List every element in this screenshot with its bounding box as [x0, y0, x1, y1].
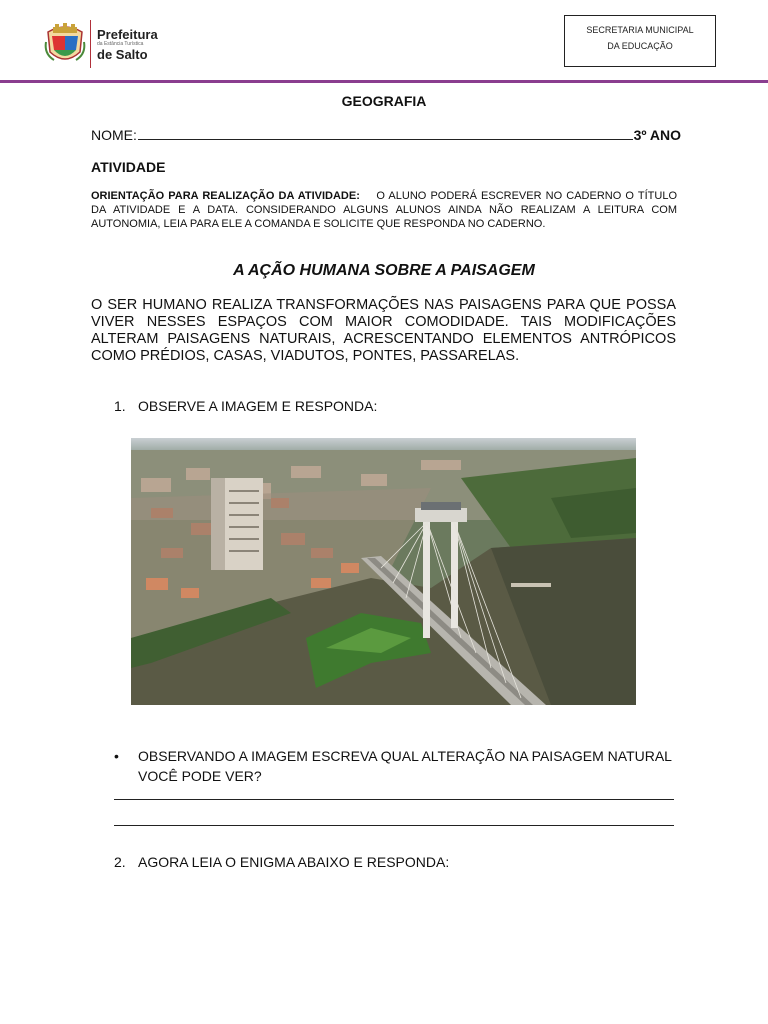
question-2-text: AGORA LEIA O ENIGMA ABAIXO E RESPONDA:: [138, 854, 450, 870]
logo-line-3: de Salto: [97, 46, 148, 62]
secretaria-box: [564, 15, 716, 67]
question-1-text: OBSERVE A IMAGEM E RESPONDA:: [138, 398, 378, 414]
logo-text: [97, 28, 158, 61]
prefeitura-logo: [44, 20, 158, 68]
subject-title: GEOGRAFIA: [341, 93, 427, 109]
question-1: [114, 398, 377, 414]
answer-line-1[interactable]: [114, 799, 674, 800]
header-rule: [0, 80, 768, 83]
bridge-river-image: [131, 438, 636, 705]
activity-heading: ATIVIDADE: [91, 159, 166, 175]
question-1-number: 1.: [114, 398, 126, 414]
orientation-label: ORIENTAÇÃO PARA REALIZAÇÃO DA ATIVIDADE:: [91, 190, 360, 202]
name-row: [91, 125, 681, 143]
name-label: NOME:: [91, 127, 137, 143]
intro-paragraph: O SER HUMANO REALIZA TRANSFORMAÇÕES NAS PAISAGENS PARA QUE POSSA VIVER NESSES ESPAÇOS COM MAIOR COMODIDADE. TAIS MODIFICAÇÕES ALTERAM PAISAGENS NATURAIS, ACRESCENTANDO ELEMENTOS ANTRÓPICOS COMO PRÉDIOS, CASAS, VIADUTOS, PONTES, PASSARELAS.: [91, 297, 676, 364]
orientation-text: [91, 189, 677, 231]
bullet-question: [114, 746, 674, 786]
question-2: [114, 854, 449, 870]
bridge-photo: [131, 438, 636, 705]
grade-label: 3º ANO: [633, 127, 681, 143]
secretaria-line-2: DA EDUCAÇÃO: [607, 41, 673, 51]
logo-line-2: da Estância Turística: [97, 40, 144, 47]
name-input-line[interactable]: [138, 125, 633, 140]
orientation-body: O ALUNO PODERÁ ESCREVER NO CADERNO O TÍTULO DA ATIVIDADE E A DATA. CONSIDERANDO ALGUNS ALUNOS AINDA NÃO REALIZAM A LEITURA COM AUTONOMIA, LEIA PARA ELE A COMANDA E SOLICITE QUE RESPONDA NO CADERNO.: [91, 190, 677, 230]
bullet-dot-icon: •: [114, 748, 119, 764]
bullet-question-text: OBSERVANDO A IMAGEM ESCREVA QUAL ALTERAÇÃO NA PAISAGEM NATURAL VOCÊ PODE VER?: [138, 748, 672, 784]
logo-line-1: Prefeitura: [97, 26, 158, 42]
city-crest-icon: [44, 22, 86, 66]
logo-divider: [90, 20, 91, 68]
answer-line-2[interactable]: [114, 825, 674, 826]
secretaria-line-1: SECRETARIA MUNICIPAL: [586, 25, 694, 35]
question-2-number: 2.: [114, 854, 126, 870]
page-header: [0, 0, 768, 84]
activity-title: A AÇÃO HUMANA SOBRE A PAISAGEM: [233, 262, 535, 279]
